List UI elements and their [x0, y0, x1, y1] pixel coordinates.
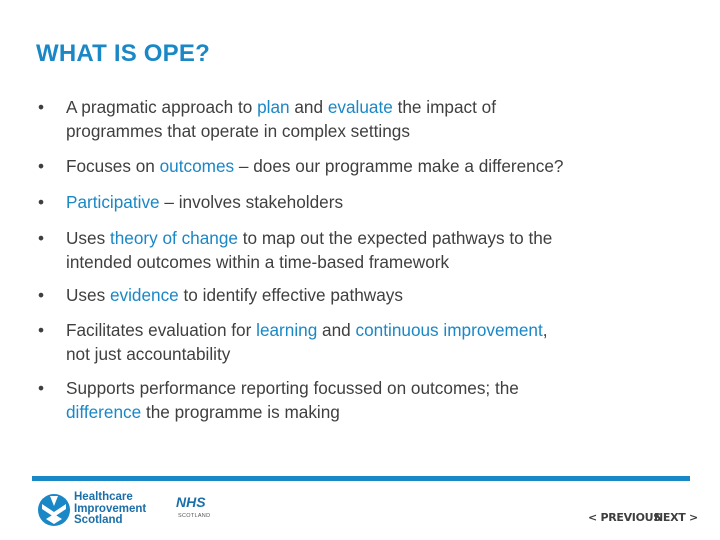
his-emblem-icon: [36, 492, 72, 528]
bullet-marker: •: [38, 378, 45, 398]
bullet-item: • Supports performance reporting focussed on outcomes; the difference the programme is making: [38, 378, 519, 422]
bullet-item: • A pragmatic approach to plan and evaluate the impact of programmes that operate in complex settings: [38, 97, 496, 141]
footer-divider: [32, 476, 690, 481]
nhs-scotland-logo: NHS SCOTLAND: [176, 494, 211, 519]
bullet-item: • Uses theory of change to map out the expected pathways to the intended outcomes within a time-based framework: [38, 228, 553, 272]
bullet-marker: •: [38, 285, 45, 305]
bullet-marker: •: [38, 156, 45, 176]
healthcare-improvement-scotland-logo: Healthcare Improvement Scotland: [36, 490, 161, 530]
bullet-marker: •: [38, 97, 45, 117]
bullet-item: • Participative – involves stakeholders: [38, 192, 344, 212]
slide-title: WHAT IS OPE?: [36, 40, 210, 67]
bullet-item: • Uses evidence to identify effective pathways: [38, 285, 403, 305]
bullet-marker: •: [38, 320, 45, 340]
bullet-marker: •: [38, 192, 45, 212]
next-button[interactable]: NEXT >: [654, 511, 698, 524]
bullet-item: • Focuses on outcomes – does our programme make a difference?: [38, 156, 564, 176]
bullet-item: • Facilitates evaluation for learning and continuous improvement, not just accountability: [38, 320, 548, 364]
previous-button[interactable]: < PREVIOUS: [588, 511, 661, 524]
bullet-marker: •: [38, 228, 45, 248]
